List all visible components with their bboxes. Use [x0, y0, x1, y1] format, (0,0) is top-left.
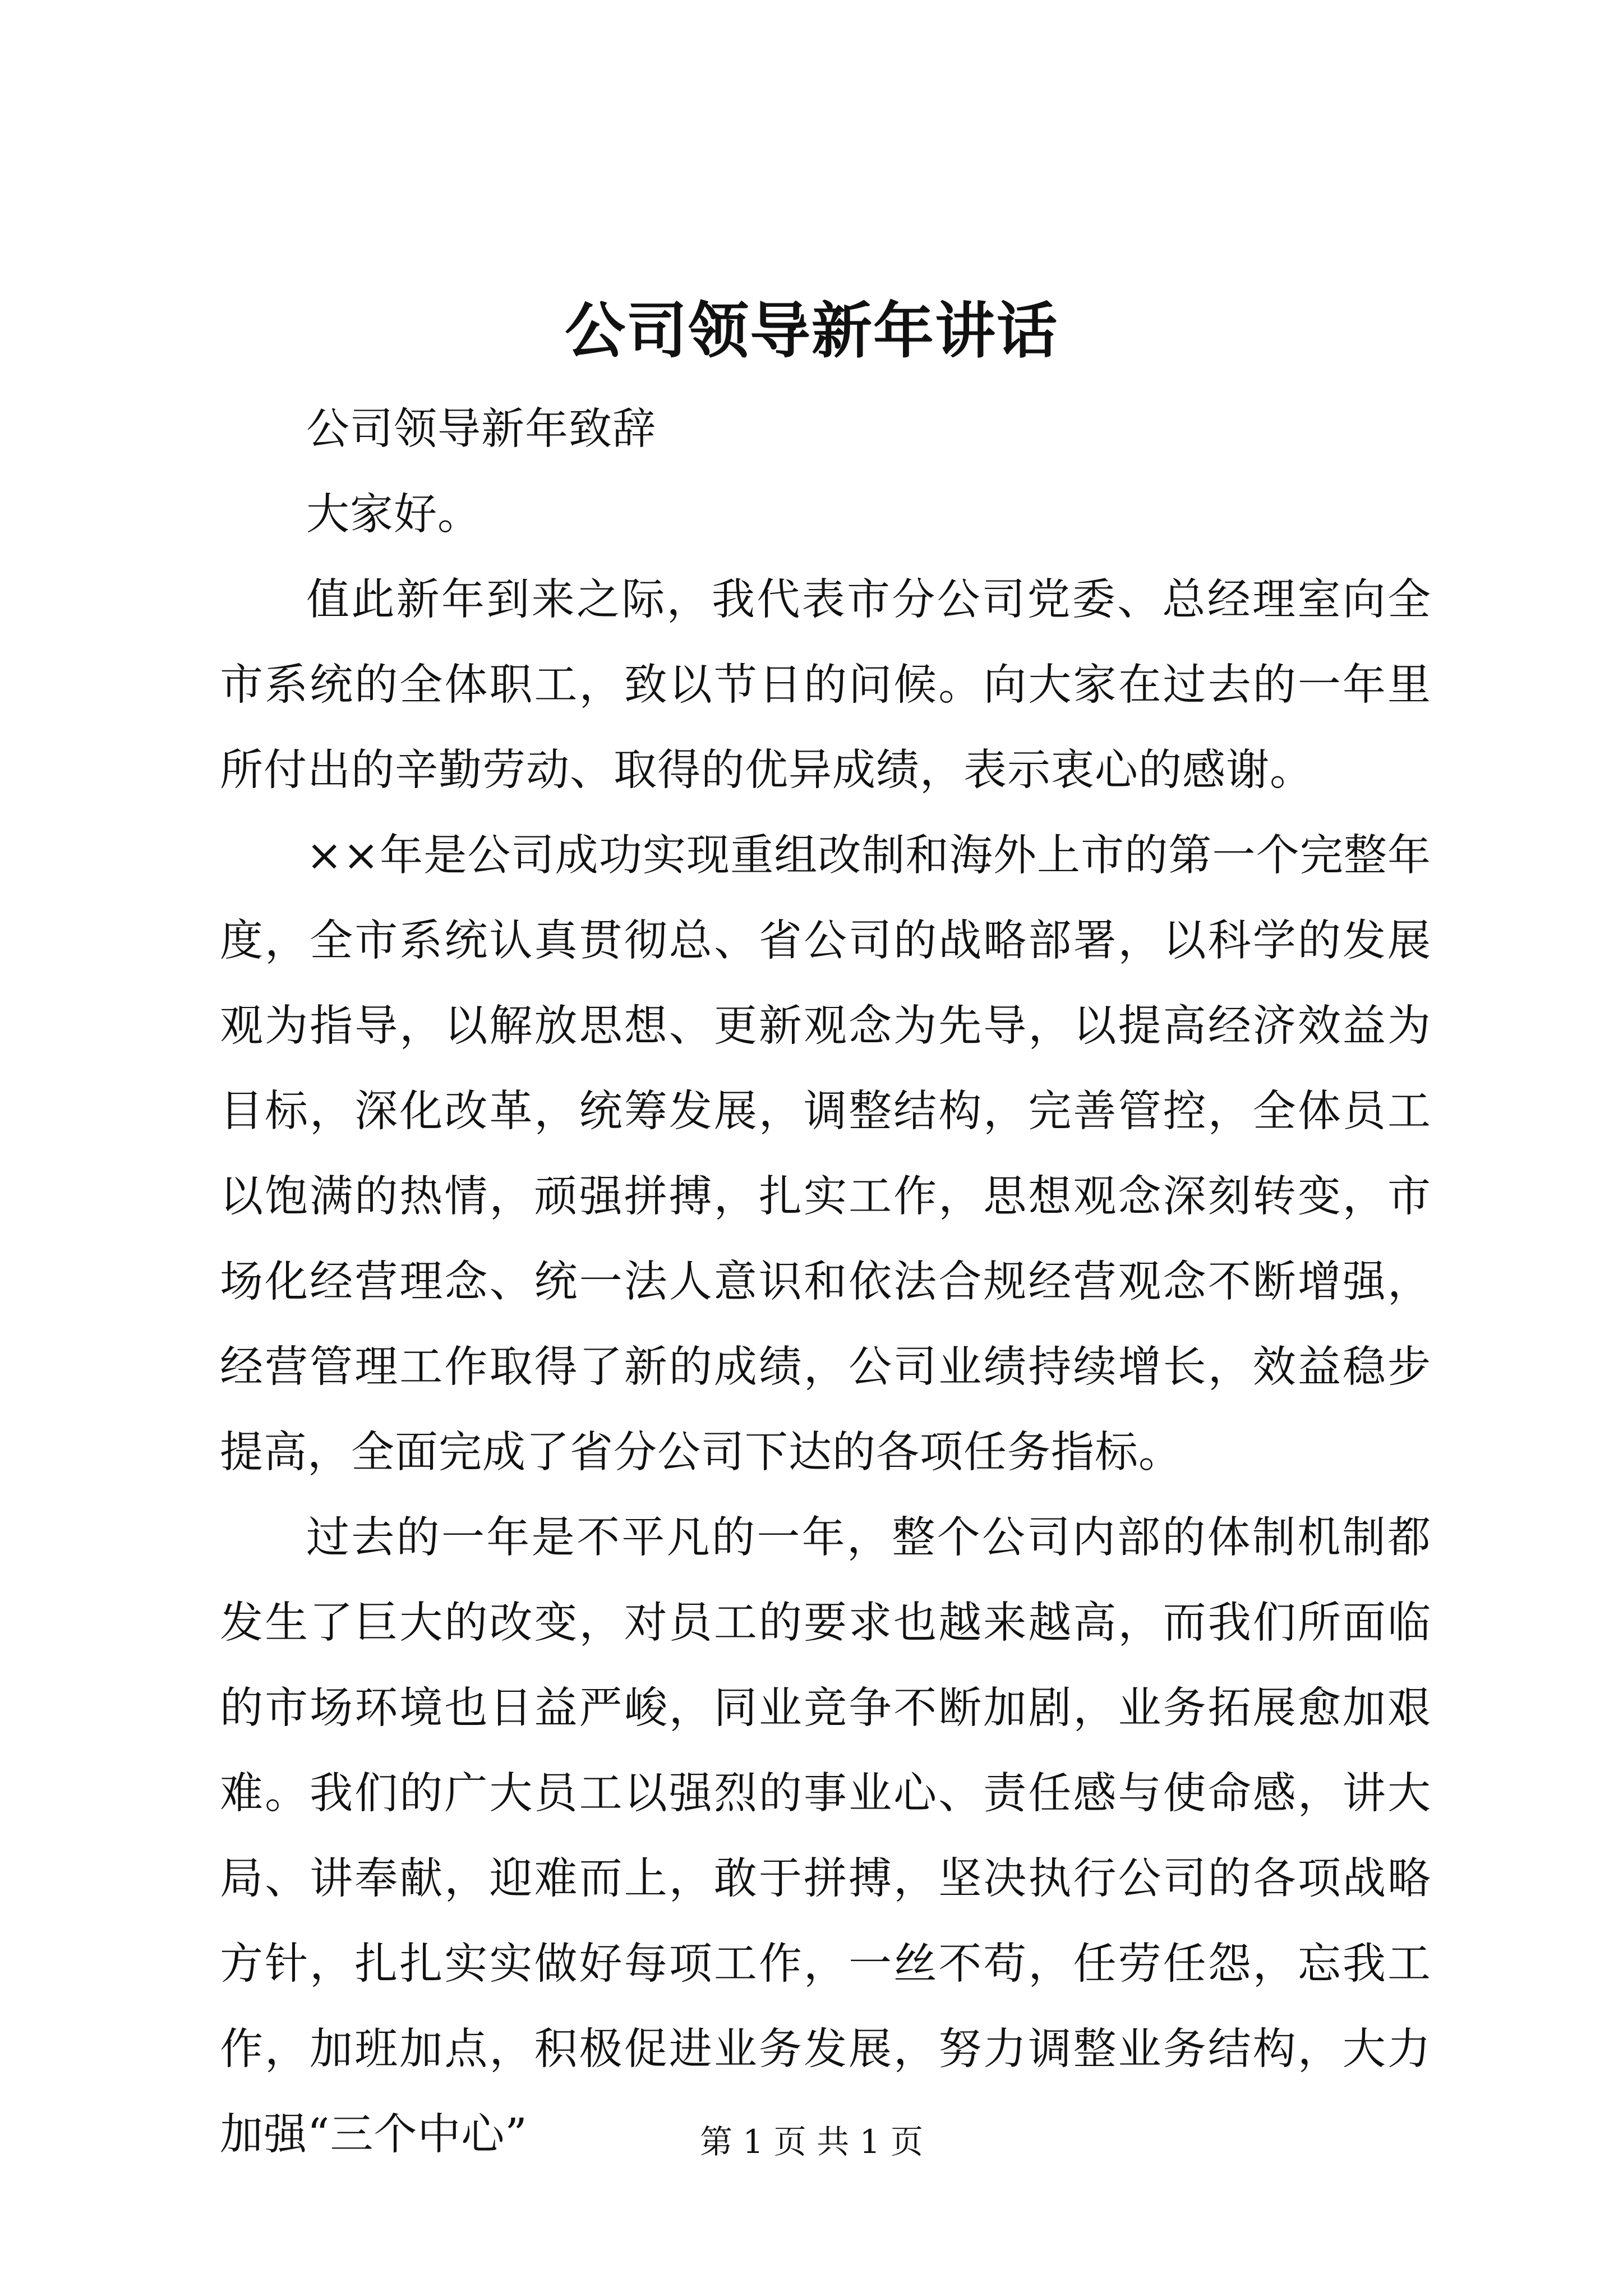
paragraph: 公司领导新年致辞 [306, 404, 656, 454]
document-body [220, 387, 1431, 2178]
paragraph: 值此新年到来之际，我代表市分公司党委、总经理室向全市系统的全体职工，致以节日的问候。向大家在过去的一年里所付出的辛勤劳动、取得的优异成绩，表示衷心的感谢。 [220, 575, 1431, 795]
paragraph: 大家好。 [306, 490, 481, 540]
page-footer: 第 1 页 共 1 页 [700, 2123, 923, 2161]
paragraph: 过去的一年是不平凡的一年，整个公司内部的体制机制都发生了巨大的改变，对员工的要求也越来越高，而我们所面临的市场环境也日益严峻，同业竞争不断加剧，业务拓展愈加艰难。我们的广大员工以强烈的事业心、责任感与使命感，讲大局、讲奉献，迎难而上，敢于拼搏，坚决执行公司的各项战略方针，扎扎实实做好每项工作，一丝不苟，任劳任怨，忘我工作，加班加点，积极促进业务发展，努力调整业务结构，大力加强“三个中心” [220, 1513, 1431, 2160]
paragraph: ××年是公司成功实现重组改制和海外上市的第一个完整年度，全市系统认真贯彻总、省公司的战略部署，以科学的发展观为指导，以解放思想、更新观念为先导，以提高经济效益为目标，深化改革，统筹发展，调整结构，完善管控，全体员工以饱满的热情，顽强拼搏，扎实工作，思想观念深刻转变，市场化经营理念、统一法人意识和依法合规经营观念不断增强，经营管理工作取得了新的成绩，公司业绩持续增长，效益稳步提高，全面完成了省分公司下达的各项任务指标。 [220, 831, 1431, 1478]
document-title: 公司领导新年讲话 [564, 296, 1058, 366]
